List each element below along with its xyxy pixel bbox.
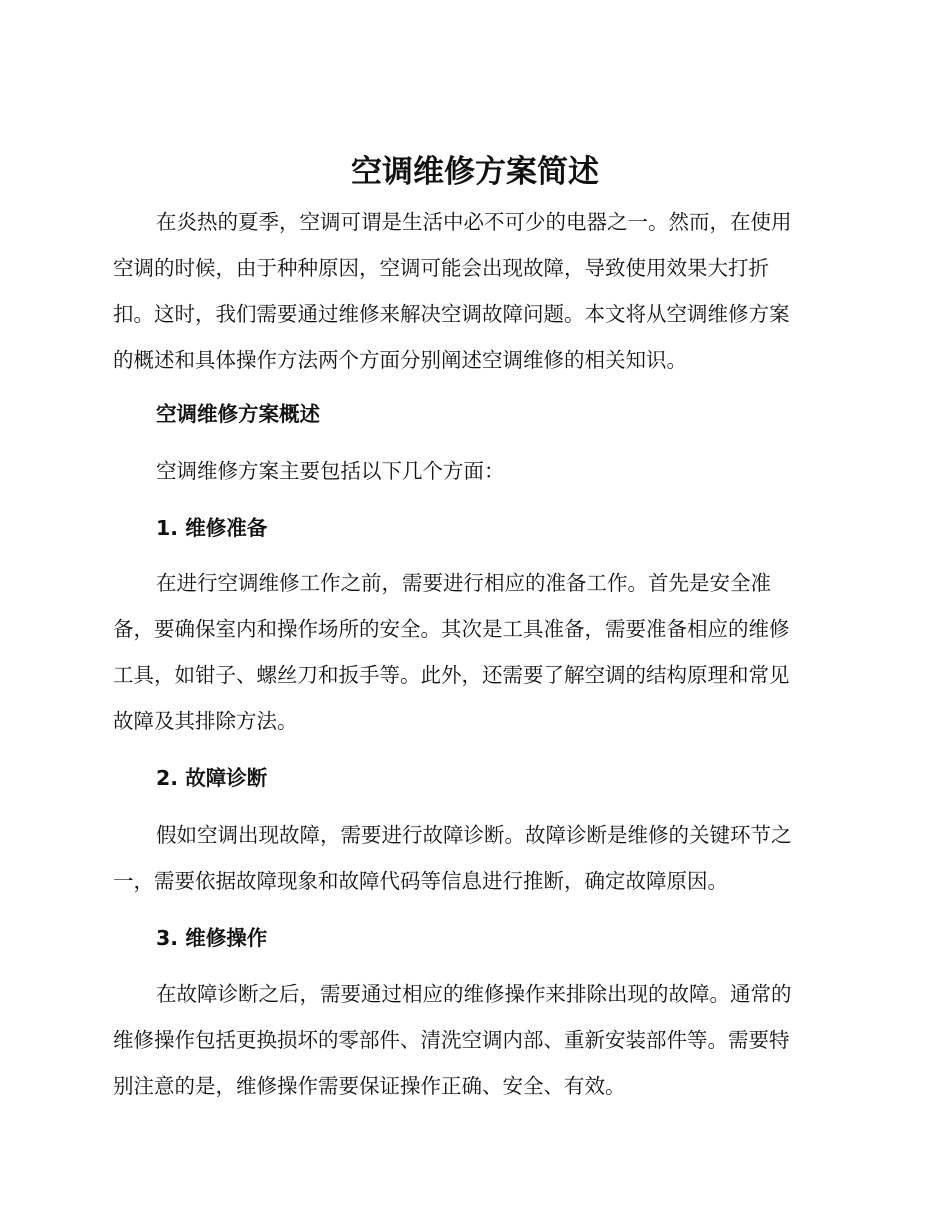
item-line: 一，需要依据故障现象和故障代码等信息进行推断，确定故障原因。	[113, 869, 728, 893]
item-paragraph-1	[113, 560, 833, 744]
item-line: 备，要确保室内和操作场所的安全。其次是工具准备，需要准备相应的维修	[113, 617, 790, 641]
item-heading-2: 2. 故障诊断	[156, 766, 268, 790]
document-title: 空调维修方案简述	[351, 154, 599, 190]
item-line: 假如空调出现故障，需要进行故障诊断。故障诊断是维修的关键环节之	[156, 823, 792, 847]
item-line: 在故障诊断之后，需要通过相应的维修操作来排除出现的故障。通常的	[156, 982, 792, 1006]
intro-line: 在炎热的夏季，空调可谓是生活中必不可少的电器之一。然而，在使用	[156, 210, 792, 234]
item-heading-1: 1. 维修准备	[156, 516, 268, 540]
item-line: 工具，如钳子、螺丝刀和扳手等。此外，还需要了解空调的结构原理和常见	[113, 663, 790, 687]
intro-line: 扣。这时，我们需要通过维修来解决空调故障问题。本文将从空调维修方案	[113, 302, 790, 326]
item-line: 在进行空调维修工作之前，需要进行相应的准备工作。首先是安全准	[156, 571, 771, 595]
intro-paragraph	[113, 199, 833, 383]
item-paragraph-3	[113, 971, 833, 1109]
item-heading-3: 3. 维修操作	[156, 926, 268, 950]
intro-line: 的概述和具体操作方法两个方面分别阐述空调维修的相关知识。	[113, 348, 687, 372]
item-line: 维修操作包括更换损坏的零部件、清洗空调内部、重新安装部件等。需要特	[113, 1028, 790, 1052]
intro-line: 空调的时候，由于种种原因，空调可能会出现故障，导致使用效果大打折	[113, 256, 769, 280]
item-line: 故障及其排除方法。	[113, 709, 298, 733]
item-line: 别注意的是，维修操作需要保证操作正确、安全、有效。	[113, 1074, 626, 1098]
section-heading: 空调维修方案概述	[156, 402, 320, 426]
section-lead: 空调维修方案主要包括以下几个方面：	[156, 459, 505, 483]
item-paragraph-2	[113, 812, 833, 904]
